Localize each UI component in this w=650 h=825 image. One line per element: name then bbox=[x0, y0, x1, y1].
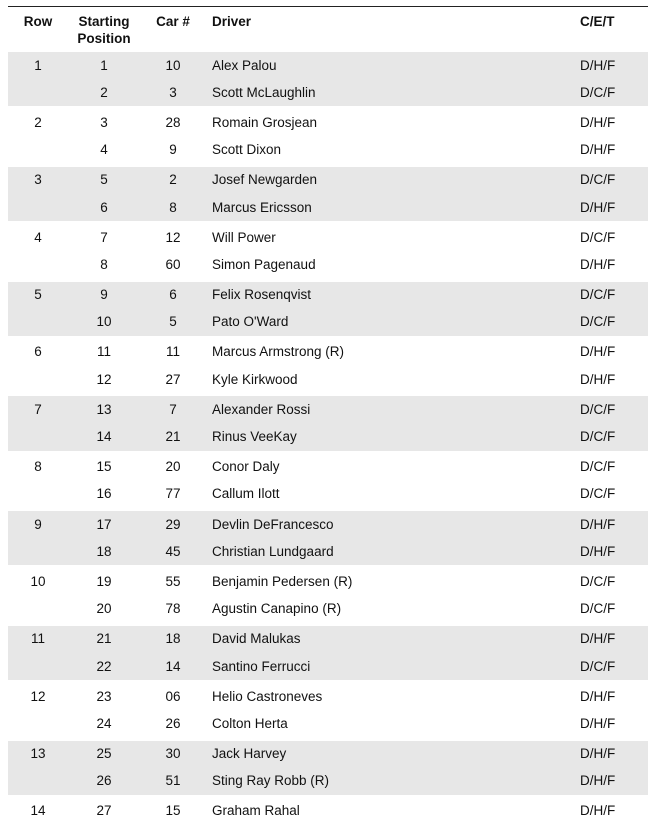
cell-cet: D/C/F bbox=[580, 79, 648, 108]
cell-driver: Benjamin Pedersen (R) bbox=[206, 567, 580, 596]
cell-starting-position: 26 bbox=[68, 768, 140, 797]
cell-row-number bbox=[8, 309, 68, 338]
cell-driver: Helio Castroneves bbox=[206, 682, 580, 711]
cell-starting-position: 16 bbox=[68, 481, 140, 510]
cell-row-number bbox=[8, 596, 68, 625]
cell-starting-position: 15 bbox=[68, 452, 140, 481]
cell-row-number bbox=[8, 366, 68, 395]
cell-driver: Callum Ilott bbox=[206, 481, 580, 510]
cell-driver: Conor Daly bbox=[206, 452, 580, 481]
cell-car-number: 06 bbox=[140, 682, 206, 711]
cell-driver: Rinus VeeKay bbox=[206, 423, 580, 452]
cell-cet: D/C/F bbox=[580, 395, 648, 424]
cell-cet: D/H/F bbox=[580, 194, 648, 223]
cell-row-number: 13 bbox=[8, 739, 68, 768]
cell-cet: D/H/F bbox=[580, 624, 648, 653]
starting-grid-table bbox=[8, 6, 648, 825]
cell-cet: D/H/F bbox=[580, 510, 648, 539]
table-row bbox=[8, 538, 648, 567]
cell-car-number: 78 bbox=[140, 596, 206, 625]
cell-starting-position: 22 bbox=[68, 653, 140, 682]
cell-row-number: 12 bbox=[8, 682, 68, 711]
cell-driver: Kyle Kirkwood bbox=[206, 366, 580, 395]
cell-starting-position: 18 bbox=[68, 538, 140, 567]
cell-row-number bbox=[8, 710, 68, 739]
cell-cet: D/C/F bbox=[580, 653, 648, 682]
cell-starting-position: 7 bbox=[68, 223, 140, 252]
cell-driver: Alexander Rossi bbox=[206, 395, 580, 424]
cell-cet: D/H/F bbox=[580, 51, 648, 80]
cell-starting-position: 13 bbox=[68, 395, 140, 424]
table-row bbox=[8, 423, 648, 452]
table-header bbox=[8, 7, 648, 51]
header-row bbox=[8, 7, 648, 51]
cell-cet: D/H/F bbox=[580, 739, 648, 768]
cell-driver: Romain Grosjean bbox=[206, 108, 580, 137]
cell-car-number: 60 bbox=[140, 251, 206, 280]
cell-car-number: 10 bbox=[140, 51, 206, 80]
cell-car-number: 27 bbox=[140, 366, 206, 395]
cell-car-number: 7 bbox=[140, 395, 206, 424]
cell-car-number: 18 bbox=[140, 624, 206, 653]
cell-starting-position: 10 bbox=[68, 309, 140, 338]
table-row bbox=[8, 452, 648, 481]
cell-cet: D/H/F bbox=[580, 251, 648, 280]
table-row bbox=[8, 309, 648, 338]
cell-row-number: 5 bbox=[8, 280, 68, 309]
cell-driver: Simon Pagenaud bbox=[206, 251, 580, 280]
cell-starting-position: 11 bbox=[68, 337, 140, 366]
cell-driver: Sting Ray Robb (R) bbox=[206, 768, 580, 797]
table-row bbox=[8, 682, 648, 711]
cell-driver: Alex Palou bbox=[206, 51, 580, 80]
cell-row-number: 7 bbox=[8, 395, 68, 424]
table-row bbox=[8, 223, 648, 252]
cell-car-number: 30 bbox=[140, 739, 206, 768]
cell-starting-position: 20 bbox=[68, 596, 140, 625]
cell-row-number bbox=[8, 194, 68, 223]
cell-car-number: 15 bbox=[140, 796, 206, 825]
cell-row-number bbox=[8, 653, 68, 682]
header-car-number: Car # bbox=[140, 7, 206, 51]
cell-car-number: 29 bbox=[140, 510, 206, 539]
cell-starting-position: 21 bbox=[68, 624, 140, 653]
header-driver: Driver bbox=[206, 7, 580, 51]
cell-driver: Christian Lundgaard bbox=[206, 538, 580, 567]
cell-row-number: 14 bbox=[8, 796, 68, 825]
cell-row-number bbox=[8, 137, 68, 166]
table-row bbox=[8, 137, 648, 166]
cell-cet: D/C/F bbox=[580, 567, 648, 596]
cell-driver: Scott McLaughlin bbox=[206, 79, 580, 108]
cell-starting-position: 3 bbox=[68, 108, 140, 137]
cell-row-number: 1 bbox=[8, 51, 68, 80]
table-row bbox=[8, 108, 648, 137]
cell-row-number bbox=[8, 251, 68, 280]
cell-row-number: 4 bbox=[8, 223, 68, 252]
cell-cet: D/C/F bbox=[580, 596, 648, 625]
cell-car-number: 45 bbox=[140, 538, 206, 567]
cell-starting-position: 24 bbox=[68, 710, 140, 739]
cell-cet: D/C/F bbox=[580, 423, 648, 452]
cell-starting-position: 25 bbox=[68, 739, 140, 768]
cell-driver: Santino Ferrucci bbox=[206, 653, 580, 682]
cell-driver: Jack Harvey bbox=[206, 739, 580, 768]
cell-driver: Marcus Armstrong (R) bbox=[206, 337, 580, 366]
table-row bbox=[8, 796, 648, 825]
table-row bbox=[8, 51, 648, 80]
cell-starting-position: 8 bbox=[68, 251, 140, 280]
table-row bbox=[8, 653, 648, 682]
cell-cet: D/H/F bbox=[580, 108, 648, 137]
cell-driver: Colton Herta bbox=[206, 710, 580, 739]
cell-cet: D/H/F bbox=[580, 710, 648, 739]
cell-row-number bbox=[8, 423, 68, 452]
cell-car-number: 2 bbox=[140, 165, 206, 194]
cell-starting-position: 17 bbox=[68, 510, 140, 539]
cell-starting-position: 4 bbox=[68, 137, 140, 166]
cell-starting-position: 5 bbox=[68, 165, 140, 194]
cell-driver: David Malukas bbox=[206, 624, 580, 653]
table-row bbox=[8, 768, 648, 797]
cell-row-number: 8 bbox=[8, 452, 68, 481]
cell-starting-position: 12 bbox=[68, 366, 140, 395]
cell-driver: Scott Dixon bbox=[206, 137, 580, 166]
table-row bbox=[8, 510, 648, 539]
cell-car-number: 28 bbox=[140, 108, 206, 137]
cell-row-number: 3 bbox=[8, 165, 68, 194]
cell-row-number bbox=[8, 768, 68, 797]
cell-starting-position: 14 bbox=[68, 423, 140, 452]
table-row bbox=[8, 481, 648, 510]
cell-cet: D/H/F bbox=[580, 337, 648, 366]
cell-car-number: 55 bbox=[140, 567, 206, 596]
cell-driver: Graham Rahal bbox=[206, 796, 580, 825]
cell-cet: D/C/F bbox=[580, 481, 648, 510]
cell-car-number: 6 bbox=[140, 280, 206, 309]
cell-cet: D/H/F bbox=[580, 768, 648, 797]
table-row bbox=[8, 280, 648, 309]
cell-cet: D/C/F bbox=[580, 223, 648, 252]
cell-row-number: 6 bbox=[8, 337, 68, 366]
cell-car-number: 77 bbox=[140, 481, 206, 510]
table-row bbox=[8, 79, 648, 108]
table-row bbox=[8, 366, 648, 395]
cell-driver: Marcus Ericsson bbox=[206, 194, 580, 223]
cell-car-number: 51 bbox=[140, 768, 206, 797]
cell-cet: D/H/F bbox=[580, 366, 648, 395]
cell-cet: D/C/F bbox=[580, 280, 648, 309]
cell-car-number: 5 bbox=[140, 309, 206, 338]
cell-starting-position: 23 bbox=[68, 682, 140, 711]
cell-driver: Devlin DeFrancesco bbox=[206, 510, 580, 539]
table-row bbox=[8, 165, 648, 194]
cell-car-number: 21 bbox=[140, 423, 206, 452]
cell-cet: D/H/F bbox=[580, 137, 648, 166]
header-row-number: Row bbox=[8, 7, 68, 51]
cell-cet: D/H/F bbox=[580, 682, 648, 711]
cell-cet: D/H/F bbox=[580, 538, 648, 567]
cell-row-number bbox=[8, 79, 68, 108]
table-row bbox=[8, 395, 648, 424]
table-row bbox=[8, 739, 648, 768]
cell-row-number: 9 bbox=[8, 510, 68, 539]
cell-cet: D/H/F bbox=[580, 796, 648, 825]
table-row bbox=[8, 710, 648, 739]
cell-starting-position: 1 bbox=[68, 51, 140, 80]
cell-car-number: 26 bbox=[140, 710, 206, 739]
cell-car-number: 8 bbox=[140, 194, 206, 223]
cell-row-number bbox=[8, 538, 68, 567]
cell-car-number: 9 bbox=[140, 137, 206, 166]
cell-car-number: 3 bbox=[140, 79, 206, 108]
cell-row-number: 11 bbox=[8, 624, 68, 653]
cell-cet: D/C/F bbox=[580, 452, 648, 481]
table-row bbox=[8, 596, 648, 625]
cell-starting-position: 19 bbox=[68, 567, 140, 596]
header-cet: C/E/T bbox=[580, 7, 648, 51]
cell-starting-position: 2 bbox=[68, 79, 140, 108]
cell-row-number: 10 bbox=[8, 567, 68, 596]
cell-row-number: 2 bbox=[8, 108, 68, 137]
cell-car-number: 11 bbox=[140, 337, 206, 366]
cell-starting-position: 27 bbox=[68, 796, 140, 825]
table-row bbox=[8, 337, 648, 366]
cell-cet: D/C/F bbox=[580, 309, 648, 338]
table-body bbox=[8, 51, 648, 825]
cell-car-number: 20 bbox=[140, 452, 206, 481]
cell-car-number: 14 bbox=[140, 653, 206, 682]
cell-cet: D/C/F bbox=[580, 165, 648, 194]
header-starting-position: Starting Position bbox=[68, 7, 140, 51]
cell-driver: Josef Newgarden bbox=[206, 165, 580, 194]
cell-row-number bbox=[8, 481, 68, 510]
cell-driver: Pato O'Ward bbox=[206, 309, 580, 338]
cell-driver: Agustin Canapino (R) bbox=[206, 596, 580, 625]
table-row bbox=[8, 567, 648, 596]
cell-driver: Felix Rosenqvist bbox=[206, 280, 580, 309]
cell-car-number: 12 bbox=[140, 223, 206, 252]
table-row bbox=[8, 194, 648, 223]
cell-starting-position: 9 bbox=[68, 280, 140, 309]
table-row bbox=[8, 624, 648, 653]
table-row bbox=[8, 251, 648, 280]
cell-starting-position: 6 bbox=[68, 194, 140, 223]
cell-driver: Will Power bbox=[206, 223, 580, 252]
